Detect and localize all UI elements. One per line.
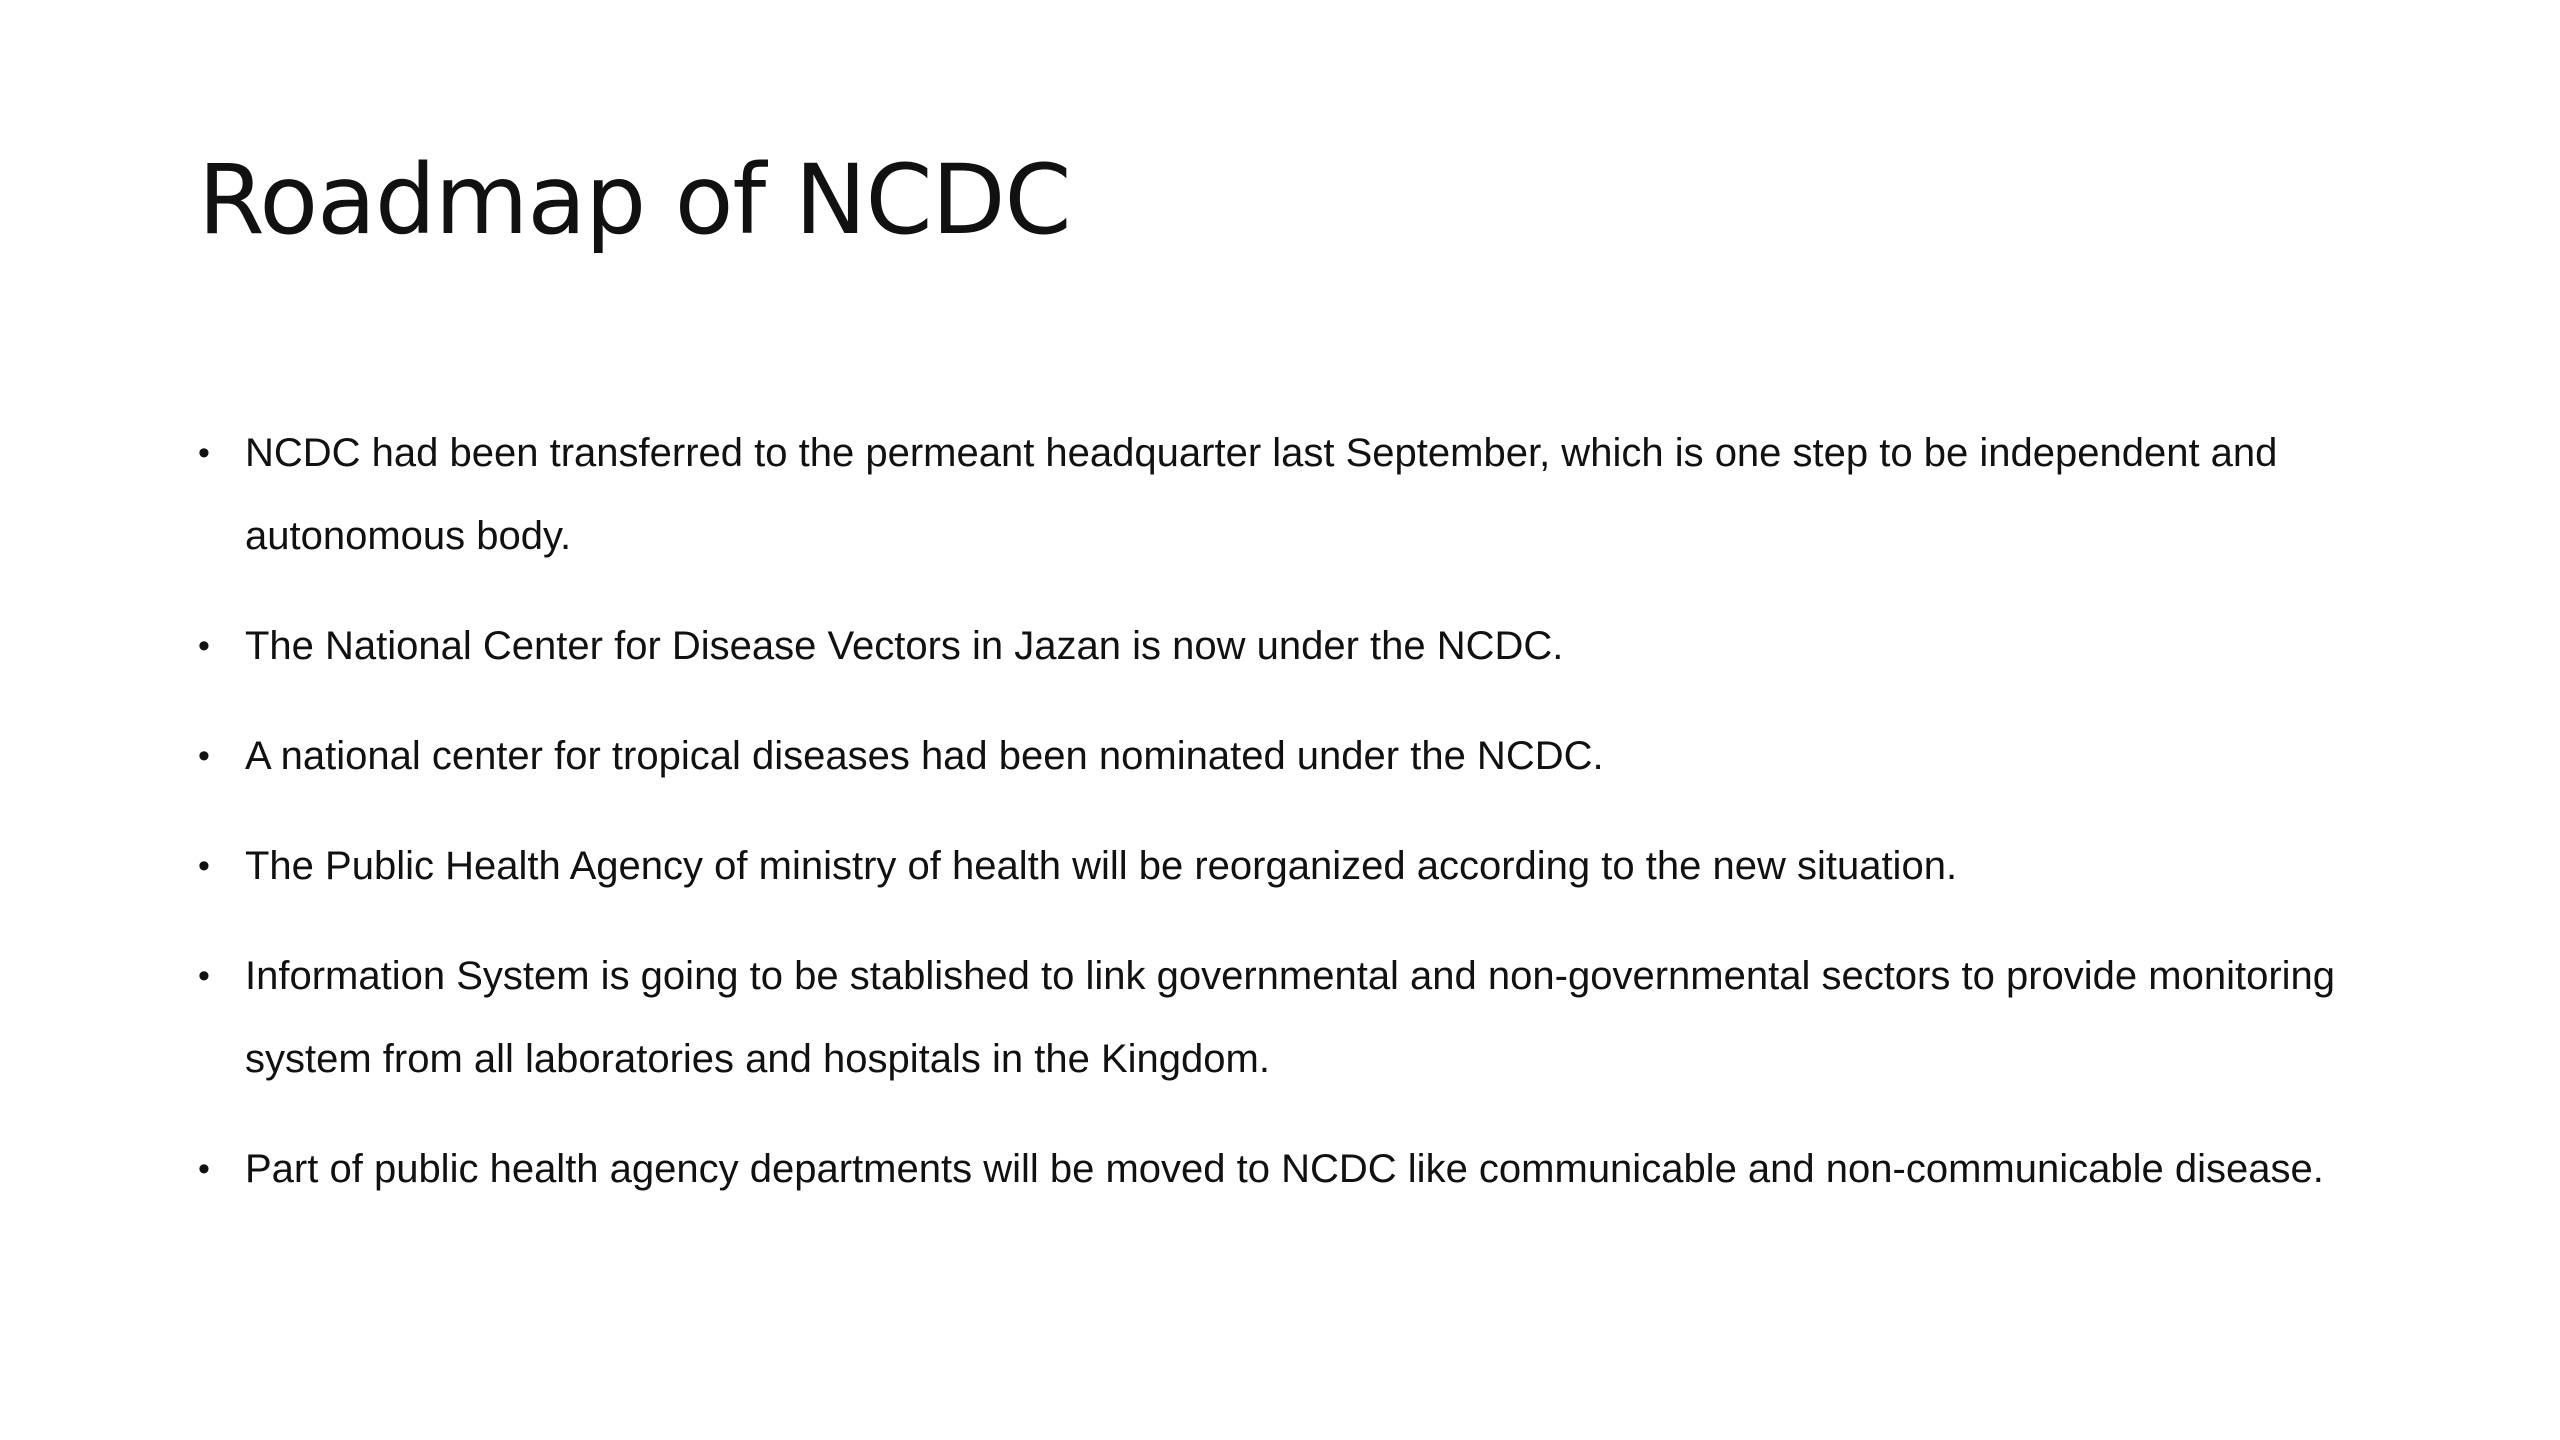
bullet-icon: •: [198, 1150, 210, 1188]
bullet-text: NCDC had been transferred to the permeant headquarter last September, which is one step to be independent and autonomous body.: [245, 431, 2278, 558]
bullet-text: The National Center for Disease Vectors in Jazan is now under the NCDC.: [245, 624, 1564, 668]
slide-title: Roadmap of NCDC: [198, 144, 1071, 256]
bullet-text: Information System is going to be stablished to link governmental and non-governmental sectors to provide monitoring system from all laboratories and hospitals in the Kingdom.: [245, 954, 2336, 1081]
bullet-icon: •: [198, 737, 210, 775]
bullet-icon: •: [198, 627, 210, 665]
bullet-icon: •: [198, 957, 210, 995]
bullet-icon: •: [198, 847, 210, 885]
bullet-text: The Public Health Agency of ministry of health will be reorganized according to the new situation.: [245, 844, 1958, 888]
bullet-item-departments-move: [198, 1128, 2398, 1211]
bullet-item-information-system: [198, 935, 2398, 1101]
bullet-item-headquarter: [198, 412, 2398, 578]
bullet-item-tropical-diseases: [198, 715, 2398, 798]
bullet-list: [198, 412, 2398, 1238]
bullet-text: A national center for tropical diseases had been nominated under the NCDC.: [245, 734, 1604, 778]
bullet-text: Part of public health agency departments will be moved to NCDC like communicable and non-communicable disease.: [245, 1147, 2324, 1191]
bullet-item-public-health-agency: [198, 825, 2398, 908]
bullet-icon: •: [198, 434, 210, 472]
bullet-item-disease-vectors: [198, 605, 2398, 688]
